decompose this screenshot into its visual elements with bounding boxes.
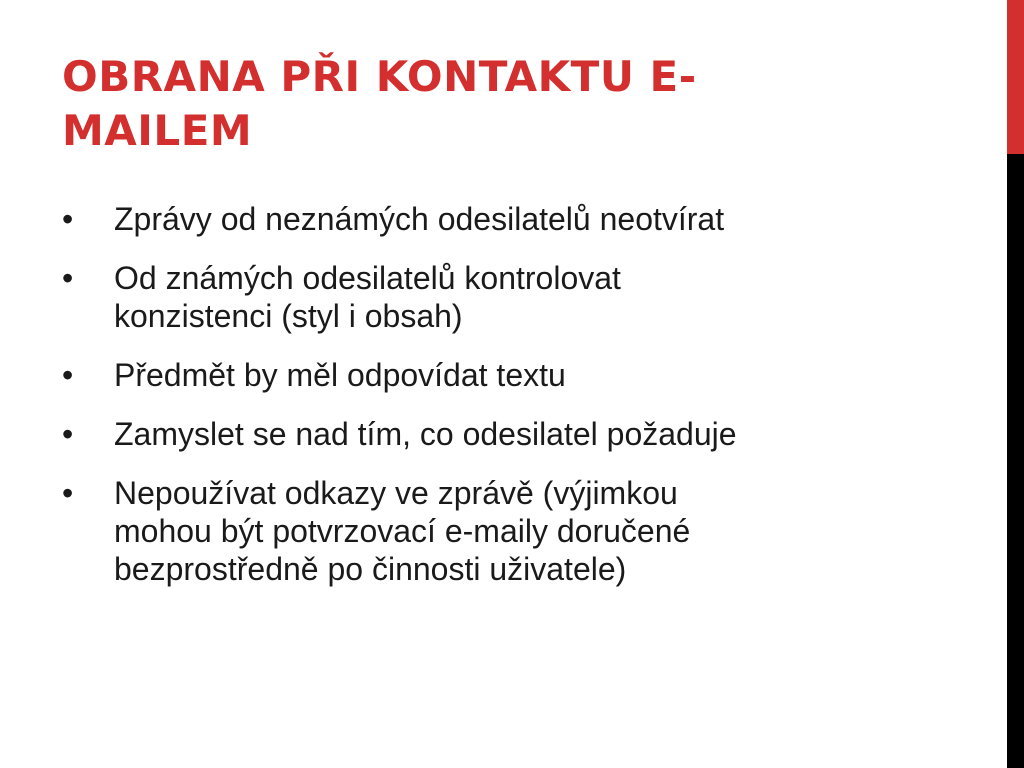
side-accent-bar-red bbox=[1007, 0, 1024, 154]
bullet-text-line: Zprávy od neznámých odesilatelů neotvírat bbox=[114, 201, 725, 237]
bullet-point-icon: • bbox=[62, 416, 74, 452]
bullet-text-line: Nepoužívat odkazy ve zprávě (výjimkou bbox=[114, 475, 678, 511]
bullet-text-line: Předmět by měl odpovídat textu bbox=[114, 357, 566, 393]
bullet-item bbox=[62, 356, 962, 394]
slide-title-line: OBRANA PŘI KONTAKTU E- bbox=[62, 52, 697, 101]
bullet-item bbox=[62, 259, 962, 335]
bullet-text bbox=[114, 474, 962, 588]
bullet-text-line: Od známých odesilatelů kontrolovat bbox=[114, 260, 621, 296]
bullet-item bbox=[62, 474, 962, 588]
bullet-point-icon: • bbox=[62, 260, 74, 296]
bullet-text bbox=[114, 415, 962, 453]
bullet-text bbox=[114, 200, 962, 238]
slide-title bbox=[62, 50, 962, 158]
slide-title-line: MAILEM bbox=[62, 106, 253, 155]
bullet-text-line: konzistenci (styl i obsah) bbox=[114, 298, 463, 334]
bullet-point-icon: • bbox=[62, 201, 74, 237]
side-accent-bar-black bbox=[1007, 154, 1024, 768]
bullet-text-line: Zamyslet se nad tím, co odesilatel požaduje bbox=[114, 416, 737, 452]
bullet-point-icon: • bbox=[62, 357, 74, 393]
bullet-point-icon: • bbox=[62, 475, 74, 511]
bullet-text bbox=[114, 259, 962, 335]
bullet-text-line: mohou být potvrzovací e-maily doručené bbox=[114, 513, 691, 549]
bullet-text bbox=[114, 356, 962, 394]
bullet-item bbox=[62, 200, 962, 238]
bullet-text-line: bezprostředně po činnosti uživatele) bbox=[114, 551, 627, 587]
bullet-list bbox=[62, 200, 962, 609]
bullet-item bbox=[62, 415, 962, 453]
